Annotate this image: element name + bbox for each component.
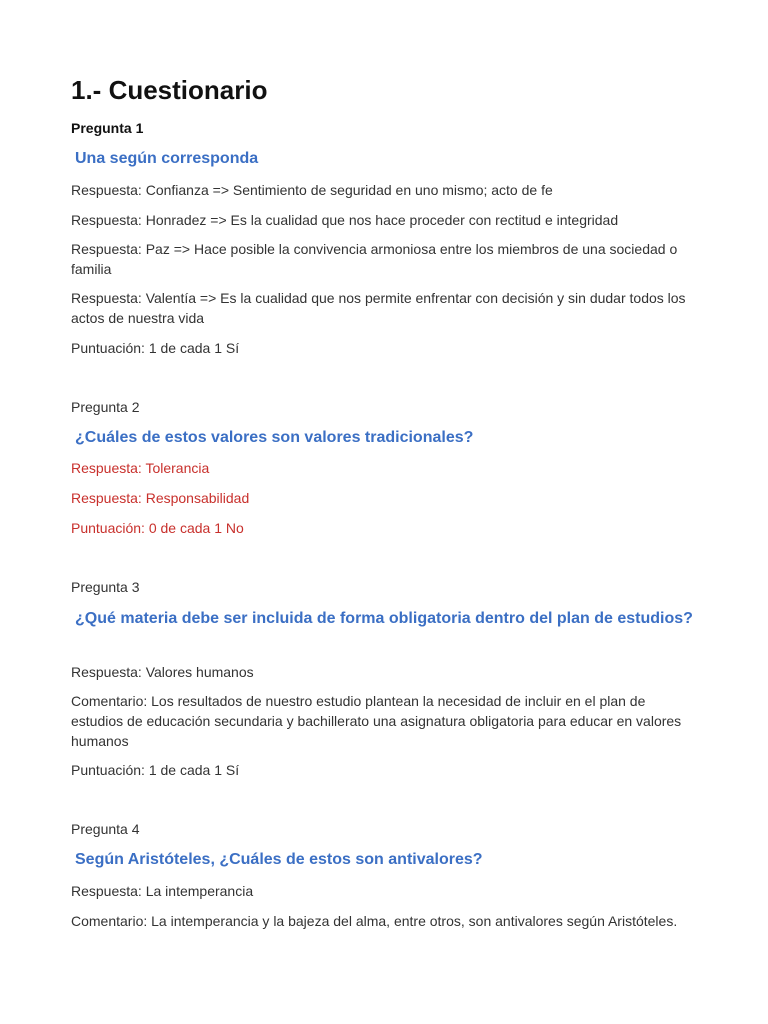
question-4-label: Pregunta 4 xyxy=(71,821,140,837)
question-3-score: Puntuación: 1 de cada 1 Sí xyxy=(71,762,240,778)
question-3-answer-1: Respuesta: Valores humanos xyxy=(71,664,254,680)
question-1-answer-1: Respuesta: Confianza => Sentimiento de seguridad en uno mismo; acto de fe xyxy=(71,182,553,198)
question-2-score: Puntuación: 0 de cada 1 No xyxy=(71,520,244,536)
question-4-heading: Según Aristóteles, ¿Cuáles de estos son antivalores? xyxy=(75,851,483,868)
question-4-answer-1: Respuesta: La intemperancia xyxy=(71,883,254,899)
question-1-answer-3: Respuesta: Paz => Hace posible la convivencia armoniosa entre los miembros de una sociedad o familia xyxy=(71,241,678,277)
page-title: 1.- Cuestionario xyxy=(71,75,268,105)
question-2-answer-1: Respuesta: Tolerancia xyxy=(71,460,210,476)
question-1-answer-2: Respuesta: Honradez => Es la cualidad que nos hace proceder con rectitud e integridad xyxy=(71,212,619,228)
question-1-answer-4: Respuesta: Valentía => Es la cualidad que nos permite enfrentar con decisión y sin dudar todos los actos de nuestra vida xyxy=(71,290,686,326)
question-2-answer-2: Respuesta: Responsabilidad xyxy=(71,490,250,506)
question-1-heading: Una según corresponda xyxy=(75,150,259,167)
question-1-score: Puntuación: 1 de cada 1 Sí xyxy=(71,340,240,356)
question-3-heading: ¿Qué materia debe ser incluida de forma obligatoria dentro del plan de estudios? xyxy=(75,610,693,627)
question-3-label: Pregunta 3 xyxy=(71,579,140,595)
question-1-label: Pregunta 1 xyxy=(71,120,144,136)
question-2-label: Pregunta 2 xyxy=(71,399,140,415)
question-3-comment: Comentario: Los resultados de nuestro estudio plantean la necesidad de incluir en el plan de estudios de educación secundaria y bachillerato una asignatura obligatoria para educar en valores humanos xyxy=(71,693,682,749)
question-2-heading: ¿Cuáles de estos valores son valores tradicionales? xyxy=(75,429,474,446)
question-4-comment: Comentario: La intemperancia y la bajeza del alma, entre otros, son antivalores según Aristóteles. xyxy=(71,913,678,929)
